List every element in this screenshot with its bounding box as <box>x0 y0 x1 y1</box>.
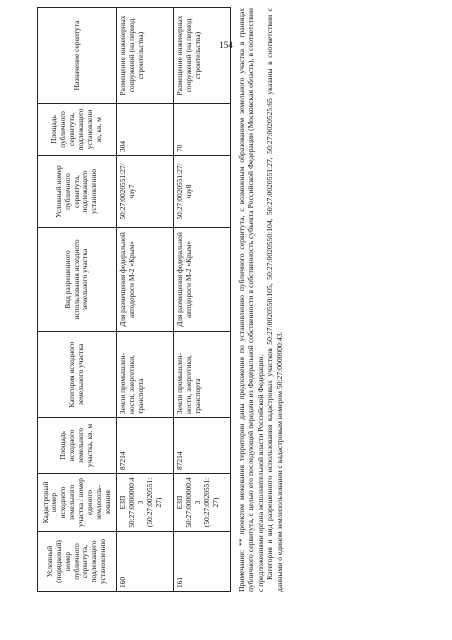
cell-area: 87214 <box>174 418 231 474</box>
cell-num: 160 <box>117 532 174 592</box>
header-cell: Категория исходного земельного участка <box>38 332 117 418</box>
page-number: 154 <box>219 40 233 50</box>
table-row <box>174 8 231 592</box>
cell-servitude-num: 50:27:0020551:27/чзу7 <box>117 156 174 228</box>
header-cell: Площадь публичного сервитута, подлежащего установлению, кв. м <box>38 104 117 156</box>
cell-purpose: Размещение инженерных сооружений (на период строительства) <box>174 8 231 104</box>
header-cell: Вид разрешенного использования исходного земельного участка <box>38 228 117 332</box>
header-cell: Назначение сервитута <box>38 8 117 104</box>
header-cell: Площадь исходного земельного участка, кв. м <box>38 418 117 474</box>
cell-use: Для размещения федеральной автодороги М-2 «Крым» <box>117 228 174 332</box>
cell-servitude-num: 50:27:0020551:27/чзу8 <box>174 156 231 228</box>
note-block <box>237 8 284 592</box>
table-row <box>117 8 174 592</box>
header-cell: Условный (порядковый) номер публичного сервитута, подлежащего установлению <box>38 532 117 592</box>
cell-purpose: Размещение инженерных сооружений (на период строительства) <box>117 8 174 104</box>
cell-cadastral: ЕЗП 50:27:0000000:43 (50:27:0020551:27) <box>117 474 174 532</box>
table-header-row <box>38 8 117 592</box>
cell-servitude-area: 304 <box>117 104 174 156</box>
note-paragraph: Категория и вид разрешенного использования кадастровых участков 50:27:0020550:105, 50:27:0020550:104, 50:27:0020551:27, 50:27:0020525:65 указаны в соответствии с данными о едином землепользовании с кадастровым номером 50:27:0000000:43. <box>265 8 284 592</box>
cell-use: Для размещения федеральной автодороги М-2 «Крым» <box>174 228 231 332</box>
cell-cadastral: ЕЗП 50:27:0000000:43 (50:27:0020551:27) <box>174 474 231 532</box>
header-cell: Кадастровый номер исходного земельного участка / номер единого землеполь-зования <box>38 474 117 532</box>
servitude-table <box>37 7 231 592</box>
note-paragraph: Примечание: ** проектом межевания территории даны предложения по установлению публичного сервитута, с возможным образованием земельного участка в границах публичного сервитута, с целью его последующей передачи из Федеральной собственности в собственность субъекта Российской Федерации (Московская область), в соответствии с предложениями органа исполнительной власти Российской Федерации. <box>237 8 265 592</box>
cell-num: 161 <box>174 532 231 592</box>
cell-area: 87214 <box>117 418 174 474</box>
cell-servitude-area: 70 <box>174 104 231 156</box>
cell-category: Земли промышлен-ности, энергетики, транспорта <box>174 332 231 418</box>
rotated-content <box>37 8 415 592</box>
cell-category: Земли промышлен-ности, энергетики, транспорта <box>117 332 174 418</box>
header-cell: Условный номер публичного сервитута, подлежащего установлению <box>38 156 117 228</box>
